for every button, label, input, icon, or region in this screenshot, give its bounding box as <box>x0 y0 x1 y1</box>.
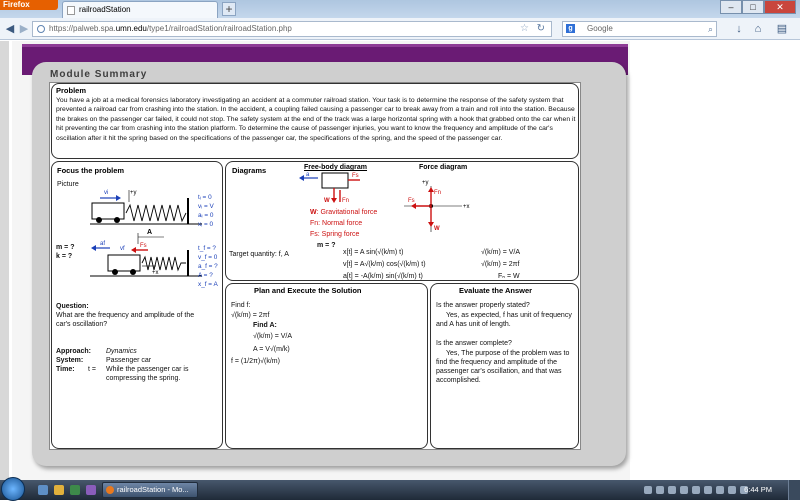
eval-answer-2: Yes, The purpose of the problem was to find the frequency and amplitude of the passenger car's oscillation, and that was accomplished. <box>436 350 570 384</box>
quicklaunch-icon[interactable] <box>86 485 96 495</box>
page-icon <box>67 6 75 15</box>
home-icon[interactable]: ⌂ <box>754 23 762 35</box>
google-icon[interactable]: g <box>566 24 575 33</box>
car-2 <box>108 255 140 271</box>
bookmark-star-icon[interactable]: ☆ <box>520 23 529 34</box>
time-label: Time: <box>56 366 75 373</box>
ie-icon[interactable] <box>38 485 48 495</box>
legend-w-text: : Gravitational force <box>316 209 378 216</box>
y-label-1: +y <box>130 190 137 196</box>
w-label-fbd: W <box>324 198 330 204</box>
mass-unknown: m = ? <box>56 244 75 251</box>
problem-text: You have a job at a medical forensics laboratory investigating an accident at a commuter railroad station. Your task is to determine the response of the safety system that prevented a railroad car from crashing into the station. In the accident, a coupling failed causing a passenger car to break away from a train and roll into the station. Because the brakes on the passenger car failed, it could not stop. The safety system at the end of the track was a large horizontal spring with a hook that grabbed onto the car when it hit preventing the car from crashing into the station platform. To determine the cause of passenger injuries, you want to know the frequency and amplitude of the car's oscillation after it hit the spring based on the specifications of the passenger car, the specifications of the spring, and the speed of the passenger car. <box>56 97 576 142</box>
tray-icon-6[interactable] <box>704 486 712 494</box>
folder-icon[interactable] <box>54 485 64 495</box>
eval-answer-1: Yes, as expected, f has unit of frequency and A has unit of length. <box>436 312 572 328</box>
fd-n-label: Fn <box>434 190 442 196</box>
time-variable: t = <box>88 366 96 373</box>
tab-railroad-station[interactable] <box>62 1 218 18</box>
clock[interactable]: 6:44 PM <box>744 485 772 494</box>
w-arrow-fbd-head <box>331 198 337 203</box>
spring-2 <box>142 257 186 270</box>
find-f-label: Find f: <box>231 302 251 309</box>
problem-heading: Problem <box>56 86 87 95</box>
start-button[interactable] <box>1 477 25 501</box>
picture-label: Picture <box>57 181 79 188</box>
plan-eq-2: √(k/m) = V/A <box>253 333 293 340</box>
module-title: Module Summary <box>50 69 148 80</box>
focus-box <box>51 161 223 449</box>
ti-eq: tᵢ = 0 <box>198 194 212 201</box>
spring-1 <box>126 205 186 221</box>
plan-eq-1: √(k/m) = 2πf <box>231 312 270 319</box>
vi-eq: vᵢ = V <box>198 203 214 210</box>
system-label: System: <box>56 357 84 364</box>
module-wrapper <box>12 41 630 480</box>
af-label: af <box>100 241 106 247</box>
amp-label: A <box>147 229 153 236</box>
legend-s-text: : Spring force <box>317 231 360 238</box>
vi-arrow-head <box>116 195 121 201</box>
tf-eq: t_f = ? <box>198 245 216 252</box>
new-tab-button[interactable]: + <box>222 2 236 16</box>
maximize-button[interactable]: □ <box>742 0 764 14</box>
n-label-fbd: Fn <box>342 198 350 204</box>
url-bar[interactable] <box>32 21 552 37</box>
approach-value: Dynamics <box>106 348 137 355</box>
af-arrow-head <box>91 245 96 251</box>
tab-bar <box>0 0 800 18</box>
volume-icon[interactable] <box>728 486 736 494</box>
wheel-1a <box>96 217 102 223</box>
problem-box <box>51 83 579 159</box>
plan-eq-4: f = (1/2π)√(k/m) <box>231 358 280 365</box>
tray-icon-7[interactable] <box>716 486 724 494</box>
url-path: /type1/railroadStation/railroadStation.php <box>146 24 292 33</box>
approach-label: Approach: <box>56 348 91 355</box>
xi-eq: xᵢ = 0 <box>198 221 214 228</box>
taskbar <box>0 480 800 500</box>
wheel-2a <box>112 269 118 275</box>
vf-label: vf <box>120 246 125 252</box>
search-input[interactable] <box>562 21 717 37</box>
fbd-heading: Free-body diagram <box>304 164 368 171</box>
firefox-menu-button[interactable]: Firefox <box>0 0 58 10</box>
relation-1: √(k/m) = V/A <box>481 249 521 256</box>
a-arrow-head <box>299 175 304 181</box>
ai-eq: aᵢ = 0 <box>198 212 214 219</box>
legend-n-symbol: Fn <box>310 220 319 227</box>
download-arrow-icon[interactable]: ↓ <box>736 23 742 35</box>
s-label-fbd: Fs <box>352 173 359 179</box>
media-icon[interactable] <box>70 485 80 495</box>
find-a-label: Find A: <box>253 322 277 329</box>
question-label: Question: <box>56 303 89 310</box>
relation-3: Fₙ = W <box>498 273 520 280</box>
k-unknown: k = ? <box>56 253 73 260</box>
forward-arrow-icon[interactable]: ▶ <box>19 23 29 35</box>
fbd-box <box>322 173 348 188</box>
tab-title: railroadStation <box>79 5 131 14</box>
system-value: Passenger car <box>106 357 152 364</box>
tray-icon-1[interactable] <box>644 486 652 494</box>
diagram-mass: m = ? <box>317 242 336 249</box>
plan-eq-3: A = V√(m/k) <box>253 346 290 353</box>
target-quantity: Target quantity: f, A <box>229 251 289 258</box>
fd-x-label: +x <box>463 204 470 210</box>
toolbar-menu-icon[interactable]: ▤ <box>776 23 788 35</box>
fs-label: Fs <box>140 243 147 249</box>
fd-y-label: +y <box>422 180 429 186</box>
show-desktop-button[interactable] <box>788 480 800 500</box>
module-summary-content <box>49 82 581 450</box>
a-label: a <box>306 172 310 178</box>
window-controls <box>720 0 796 14</box>
evaluate-heading: Evaluate the Answer <box>459 286 533 295</box>
fd-s-label: Fs <box>408 198 415 204</box>
close-button[interactable]: ✕ <box>764 0 796 14</box>
question-text: What are the frequency and amplitude of the car's oscillation? <box>56 312 195 328</box>
vf-eq: v_f = 0 <box>198 254 218 261</box>
diagrams-heading: Diagrams <box>232 166 267 175</box>
xf-eq: x_f = A <box>198 281 218 288</box>
legend-spring <box>310 230 359 239</box>
wheel-2b <box>130 269 136 275</box>
relation-2: √(k/m) = 2πf <box>481 261 520 268</box>
eval-question-1: Is the answer properly stated? <box>436 302 530 309</box>
tray-icon-3[interactable] <box>668 486 676 494</box>
focus-heading: Focus the problem <box>57 166 125 175</box>
eval-question-2: Is the answer complete? <box>436 340 512 347</box>
tray-icon-4[interactable] <box>680 486 688 494</box>
globe-icon <box>37 25 45 33</box>
search-placeholder: Google <box>587 24 613 33</box>
url-domain: umn.edu <box>115 24 147 33</box>
legend-w-symbol: W <box>310 209 317 216</box>
plan-box <box>225 283 428 449</box>
time-description: While the passenger car is compressing the spring. <box>106 366 189 382</box>
plan-heading: Plan and Execute the Solution <box>254 286 362 295</box>
velocity-equation: v[t] = A√(k/m) cos(√(k/m) t) <box>343 261 426 268</box>
minimize-button[interactable]: – <box>720 0 742 14</box>
acceleration-equation: a[t] = -A(k/m) sin(√(k/m) t) <box>343 273 423 280</box>
car-1 <box>92 203 124 219</box>
tray-icon-2[interactable] <box>656 486 664 494</box>
fd-w-label: W <box>434 226 440 232</box>
taskbar-window-label: railroadStation - Mo... <box>117 485 189 494</box>
wheel-1b <box>114 217 120 223</box>
af-eq: a_f = ? <box>198 263 218 270</box>
url-prefix: https://palweb.spa. <box>49 24 116 33</box>
legend-gravitational <box>310 208 377 217</box>
picture-diagram <box>52 186 224 296</box>
page-left-strip <box>0 41 9 480</box>
navigation-bar <box>0 18 800 40</box>
x-label-2: +x <box>152 270 159 276</box>
taskbar-firefox-window[interactable] <box>102 482 198 498</box>
force-diagram-heading: Force diagram <box>419 164 468 171</box>
evaluate-box <box>430 283 579 449</box>
legend-normal <box>310 219 362 228</box>
fs-arrow-head <box>131 247 136 253</box>
tray-icon-5[interactable] <box>692 486 700 494</box>
firefox-icon <box>106 486 114 494</box>
system-tray <box>640 482 800 498</box>
back-arrow-icon[interactable]: ◀ <box>5 23 15 35</box>
reload-icon[interactable]: ↻ <box>536 23 545 34</box>
vi-label: vi <box>104 190 109 196</box>
position-equation: x[t] = A sin(√(k/m) t) <box>343 249 404 256</box>
search-icon[interactable]: ⌕ <box>707 24 713 34</box>
page-content <box>0 41 800 480</box>
legend-n-text: : Normal force <box>318 220 363 227</box>
legend-s-symbol: Fs <box>310 231 318 238</box>
A-eq: A = ? <box>198 272 213 279</box>
diagrams-box <box>225 161 579 281</box>
